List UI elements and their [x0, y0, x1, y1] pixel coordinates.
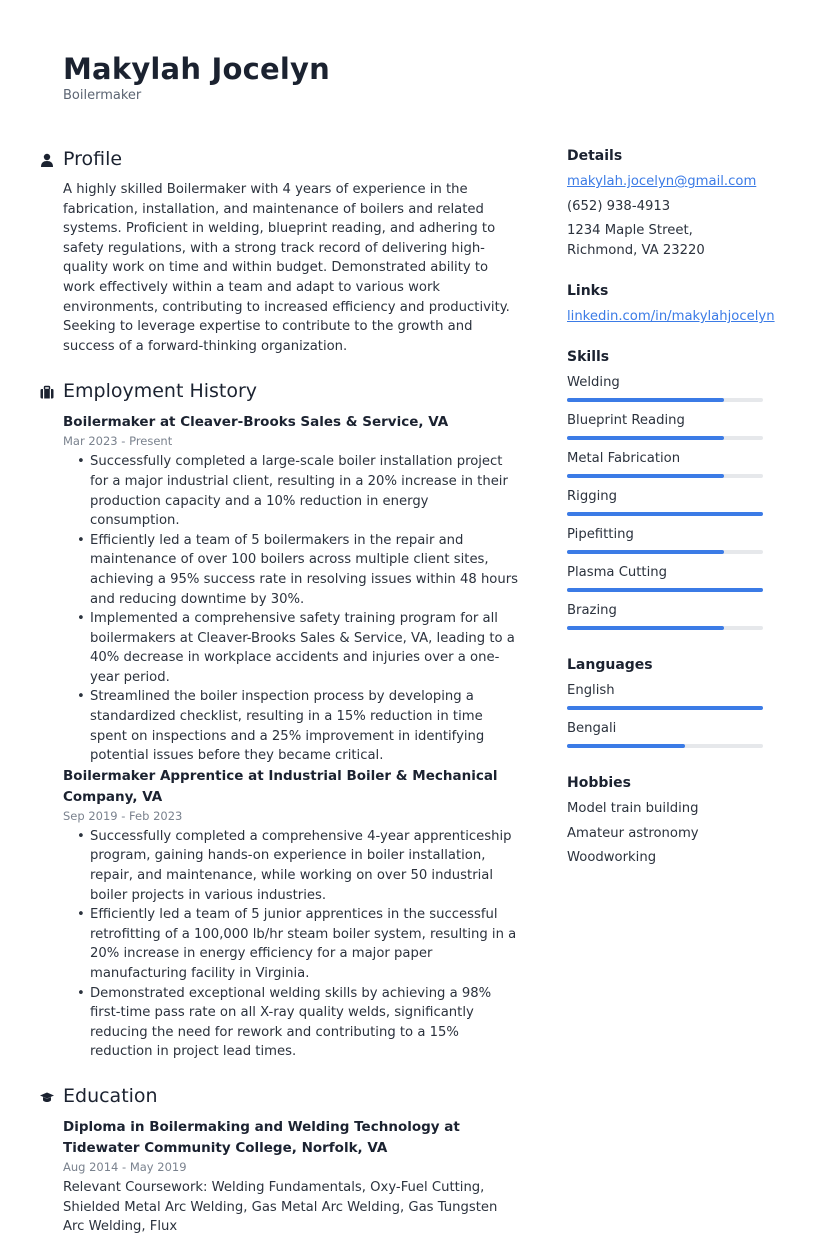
- job-bullet: • Successfully completed a large-scale boiler installation project for a major industrial client, resulting in a 20% increase in their production capacity and a 10% reduction in energy consumption.: [90, 452, 520, 530]
- skill-name: Brazing: [567, 602, 617, 618]
- skill-level-track: [567, 436, 763, 440]
- education-entry-dates: Aug 2014 - May 2019: [63, 1159, 187, 1174]
- skill-level-track: [567, 474, 763, 478]
- details-section: [567, 148, 767, 260]
- links-section: [567, 283, 775, 327]
- skill-item: [567, 563, 767, 601]
- education-list: [40, 1117, 520, 1237]
- job-bullet-list: [40, 452, 520, 766]
- skill-level-track: [567, 512, 763, 516]
- job-entry-title: Boilermaker at Cleaver-Brooks Sales & Service, VA: [63, 414, 449, 431]
- job-entry-dates: Mar 2023 - Present: [63, 434, 173, 449]
- profile-section: [40, 148, 520, 356]
- language-name: English: [567, 682, 615, 698]
- education-entry: [40, 1117, 520, 1237]
- address: 1234 Maple Street, Richmond, VA 23220: [567, 223, 705, 258]
- job-title: Boilermaker: [63, 88, 142, 103]
- job-bullet-list: [40, 827, 520, 1062]
- job-entry-dates: Sep 2019 - Feb 2023: [63, 808, 183, 823]
- job-bullet: • Streamlined the boiler inspection process by developing a standardized checklist, resulting in a 15% reduction in time spent on inspections and a 25% improvement in identifying potential issues before they became critical.: [90, 687, 520, 765]
- skill-level-bar: [567, 398, 724, 402]
- skill-level-track: [567, 550, 763, 554]
- education-entry-title: Diploma in Boilermaking and Welding Technology at Tidewater Community College, Norfolk, VA: [63, 1118, 460, 1156]
- skill-level-bar: [567, 436, 724, 440]
- links-heading: Links: [567, 283, 609, 300]
- job-entry: [40, 412, 520, 766]
- skill-level-bar: [567, 588, 763, 592]
- language-item: [567, 719, 767, 757]
- linkedin-link[interactable]: linkedin.com/in/makylahjocelyn: [567, 309, 775, 325]
- job-bullet: • Demonstrated exceptional welding skills by achieving a 98% first-time pass rate on all X-ray quality welds, significantly reducing the need for rework and contributing to a 15% reduction in project lead times.: [90, 984, 520, 1062]
- phone-number: (652) 938-4913: [567, 198, 671, 214]
- employment-heading: Employment History: [63, 380, 258, 403]
- hobby-item: Model train building: [567, 800, 699, 816]
- education-heading: Education: [63, 1084, 158, 1107]
- sidebar: [567, 148, 775, 873]
- skill-name: Metal Fabrication: [567, 450, 681, 466]
- employment-header: [40, 380, 520, 408]
- hobbies-list: [567, 799, 767, 868]
- language-level-bar: [567, 744, 685, 748]
- job-list: [40, 412, 520, 1062]
- job-bullet: • Implemented a comprehensive safety training program for all boilermakers at Cleaver-Brooks Sales & Service, VA, leading to a 40% decrease in workplace accidents and injuries over a one-year period.: [90, 609, 520, 687]
- skills-list: [567, 373, 767, 639]
- languages-heading: Languages: [567, 656, 653, 673]
- hobbies-heading: Hobbies: [567, 774, 632, 791]
- skill-name: Rigging: [567, 488, 617, 504]
- skills-section: [567, 349, 767, 639]
- briefcase-icon: [40, 385, 54, 399]
- profile-summary: A highly skilled Boilermaker with 4 years of experience in the fabrication, installation, and maintenance of boilers and related systems. Proficient in welding, blueprint reading, and adhering to safety regulations, with a strong track record of delivering high-quality work on time and within budget. Demonstrated ability to work effectively within a team and adapt to various work environments, contributing to increased efficiency and productivity. Seeking to leverage expertise to contribute to the growth and success of a forward-thinking organization.: [63, 182, 510, 354]
- language-level-track: [567, 744, 763, 748]
- main-column: [40, 148, 520, 1237]
- language-level-track: [567, 706, 763, 710]
- skill-item: [567, 449, 767, 487]
- skills-heading: Skills: [567, 348, 610, 365]
- employment-section: [40, 380, 520, 1062]
- email-link[interactable]: makylah.jocelyn@gmail.com: [567, 174, 757, 189]
- job-entry: [40, 766, 520, 1062]
- skill-level-track: [567, 626, 763, 630]
- skill-level-bar: [567, 626, 724, 630]
- details-heading: Details: [567, 148, 623, 164]
- skill-level-track: [567, 588, 763, 592]
- person-icon: [40, 153, 54, 167]
- skill-name: Pipefitting: [567, 526, 634, 542]
- skill-level-bar: [567, 550, 724, 554]
- hobby-item: Amateur astronomy: [567, 825, 699, 841]
- job-bullet: • Efficiently led a team of 5 junior apprentices in the successful retrofitting of a 100,000 lb/hr steam boiler system, resulting in a 20% increase in energy efficiency for a major paper manufacturing facility in Virginia.: [90, 905, 520, 983]
- language-level-bar: [567, 706, 763, 710]
- skill-level-track: [567, 398, 763, 402]
- language-name: Bengali: [567, 720, 617, 736]
- skill-level-bar: [567, 474, 724, 478]
- education-section: [40, 1085, 520, 1237]
- skill-level-bar: [567, 512, 763, 516]
- skill-name: Welding: [567, 374, 620, 390]
- job-bullet: • Efficiently led a team of 5 boilermakers in the repair and maintenance of over 100 boilers across multiple client sites, achieving a 95% success rate in resolving issues within 48 hours and reducing downtime by 30%.: [90, 531, 520, 609]
- skill-item: [567, 601, 767, 639]
- profile-header: [40, 148, 520, 176]
- candidate-name: Makylah Jocelyn: [63, 52, 330, 86]
- job-entry-title: Boilermaker Apprentice at Industrial Boiler & Mechanical Company, VA: [63, 767, 498, 805]
- skill-item: [567, 525, 767, 563]
- hobbies-section: [567, 775, 767, 868]
- skill-name: Blueprint Reading: [567, 412, 685, 428]
- graduation-cap-icon: [40, 1090, 54, 1104]
- skill-item: [567, 411, 767, 449]
- education-entry-text: Relevant Coursework: Welding Fundamentals, Oxy-Fuel Cutting, Shielded Metal Arc Welding, Gas Metal Arc Welding, Gas Tungsten Arc Welding, Flux: [63, 1179, 498, 1235]
- languages-section: [567, 657, 767, 757]
- language-item: [567, 681, 767, 719]
- profile-heading: Profile: [63, 148, 123, 170]
- hobby-item: Woodworking: [567, 850, 657, 866]
- languages-list: [567, 681, 767, 757]
- skill-item: [567, 373, 767, 411]
- job-bullet: • Successfully completed a comprehensive 4-year apprenticeship program, gaining hands-on experience in boiler installation, repair, and maintenance, while working on over 50 industrial boiler projects in various industries.: [90, 827, 520, 905]
- skill-name: Plasma Cutting: [567, 564, 667, 580]
- skill-item: [567, 487, 767, 525]
- education-header: [40, 1085, 520, 1113]
